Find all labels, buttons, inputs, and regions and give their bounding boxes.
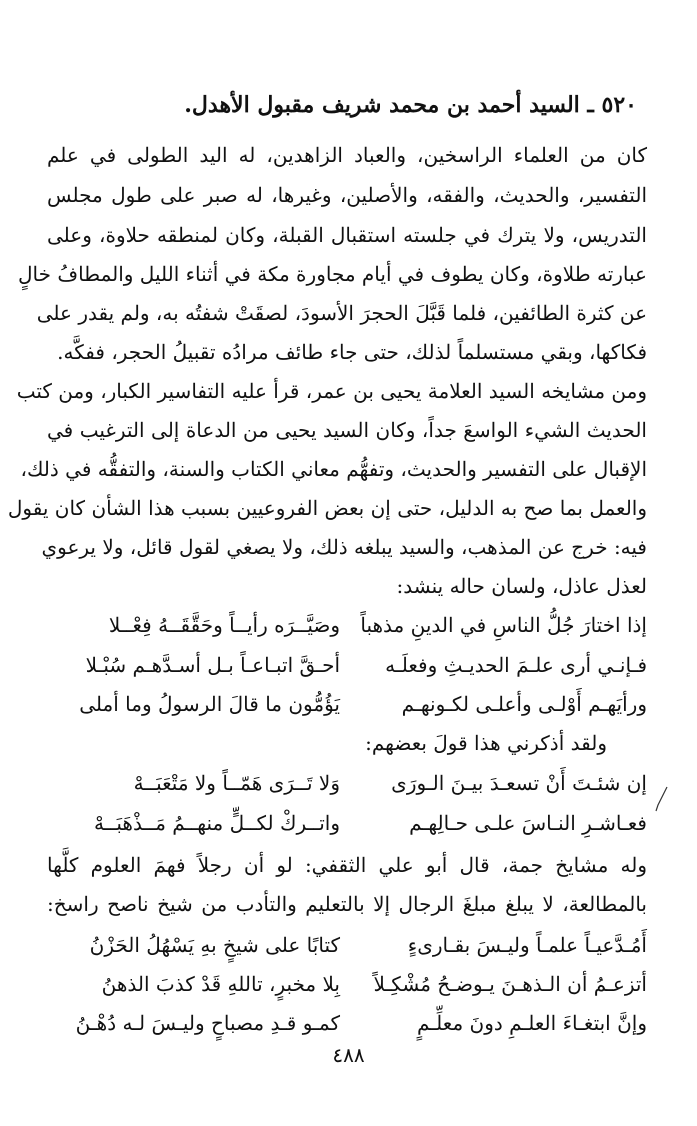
page-number: ٤٨٨ (332, 1043, 365, 1067)
text-line: وله مشايخ جمة، قال أبو علي الثقفي: لو أن رجلاً فهمَ العلوم كلَّها (47, 853, 647, 877)
verse-second-hemistich: واتــركْ لكــلٍّ منهــمُ مَــذْهَبَــهْ (93, 811, 340, 835)
text-line: عبارته طلاوة، وكان يطوف في أيام مجاورة مكة في أثناء الليل والمطافُ خالٍ (18, 262, 647, 286)
verse-first-hemistich: ورأيَهـم أَوْلـى وأعلـى لكـونهـم (401, 692, 647, 716)
verse-first-hemistich: أَمُـدَّعيـاً علمـاً وليـسَ بقـارىءٍ (407, 933, 647, 957)
text-line: فيه: خرج عن المذهب، والسيد يبلغه ذلك، ولا يصغي لقول قائل، ولا يرعوي (41, 535, 647, 559)
verse-second-hemistich: وصَيَّــرَه رأيــاً وحَقَّقَــهُ فِعْــلا (108, 613, 340, 637)
verse-second-hemistich: يَؤُمُّون ما قالَ الرسولُ وما أملى (79, 692, 340, 716)
text-line: كان من العلماء الراسخين، والعباد الزاهدين، له اليد الطولى في علم (47, 143, 647, 167)
verse-second-hemistich: وَلا تَــرَى هَمّــاً ولا مَتْعَبَــهْ (133, 771, 340, 795)
text-line: فكاكها، وبقي مستسلماً لذلك، حتى جاء طائف مرادُه تقبيلُ الحجر، ففكَّه. (57, 340, 647, 364)
text-line: والعمل بما صح به الدليل، حتى إن بعض الفروعيين بسبب هذا الشأن كان يقول (7, 496, 647, 520)
text-line: لعذل عاذل، ولسان حاله ينشد: (396, 574, 647, 598)
verse-second-hemistich: بِلا مخبرٍ، تاللهِ قَدْ كذبَ الذهنُ (101, 972, 340, 996)
verse-first-hemistich: وإنَّ ابتغـاءَ العلـمِ دونَ معلِّـمٍ (417, 1011, 647, 1035)
verse-first-hemistich: إذا اختارَ جُلُّ الناسِ في الدينِ مذهباً (360, 613, 647, 637)
verse-second-hemistich: أحـقَّ اتبـاعـاً بـل أسـدَّهـم سُبْـلا (85, 653, 340, 677)
text-line: الإقبال على التفسير والحديث، وتفهُّم معاني الكتاب والسنة، والتفقُّه في ذلك، (20, 457, 647, 481)
text-line: التفسير، والحديث، والفقه، والأصلين، وغيرها، له صبر على طول مجلس (47, 183, 647, 207)
margin-tick-mark (655, 785, 669, 813)
text-line: ومن مشايخه السيد العلامة يحيى بن عمر، قرأ عليه التفاسير الكبار، ومن كتب (16, 379, 647, 403)
text-line: عن كثرة الطائفين، فلما قَبَّلَ الحجرَ الأسودَ، لصقَتْ شفتُه به، ولم يقدر على (36, 301, 647, 325)
verse-first-hemistich: إن شئـتَ أَنْ تسعـدَ بيـنَ الـورَى (391, 771, 647, 795)
verse-first-hemistich: فعـاشـرِ النـاسَ علـى حـالِهـم (409, 811, 647, 835)
verse-first-hemistich: فـإنـي أرى علـمَ الحديـثِ وفعلَـه (385, 653, 647, 677)
text-line: التدريس، ولا يترك في جلسته استقبال القبلة، وكان لمنطقه حلاوة، وعلى (47, 223, 647, 247)
text-line: بالمطالعة، لا يبلغ مبلغَ الرجال إلا بالتعليم والتأدب من شيخ ناصح راسخ: (47, 892, 647, 916)
verse-first-hemistich: أتزعـمُ أن الـذهـنَ يـوضـحُ مُشْكِـلاً (373, 972, 647, 996)
text-line: الحديث الشيء الواسعَ جداً، وكان السيد يحيى من الدعاة إلى الترغيب في (47, 418, 647, 442)
verse-second-hemistich: كتابًا على شيخٍ بهِ يَسْهُلُ الحَزْنُ (89, 933, 340, 957)
entry-title: ٥٢٠ ـ السيد أحمد بن محمد شريف مقبول الأهدل. (184, 92, 637, 118)
poem-intro: ولقد أذكرني هذا قولَ بعضهم: (365, 731, 607, 755)
verse-second-hemistich: كمـو قـدِ مصباحٍ وليـسَ لـه دُهْـنُ (75, 1011, 340, 1035)
